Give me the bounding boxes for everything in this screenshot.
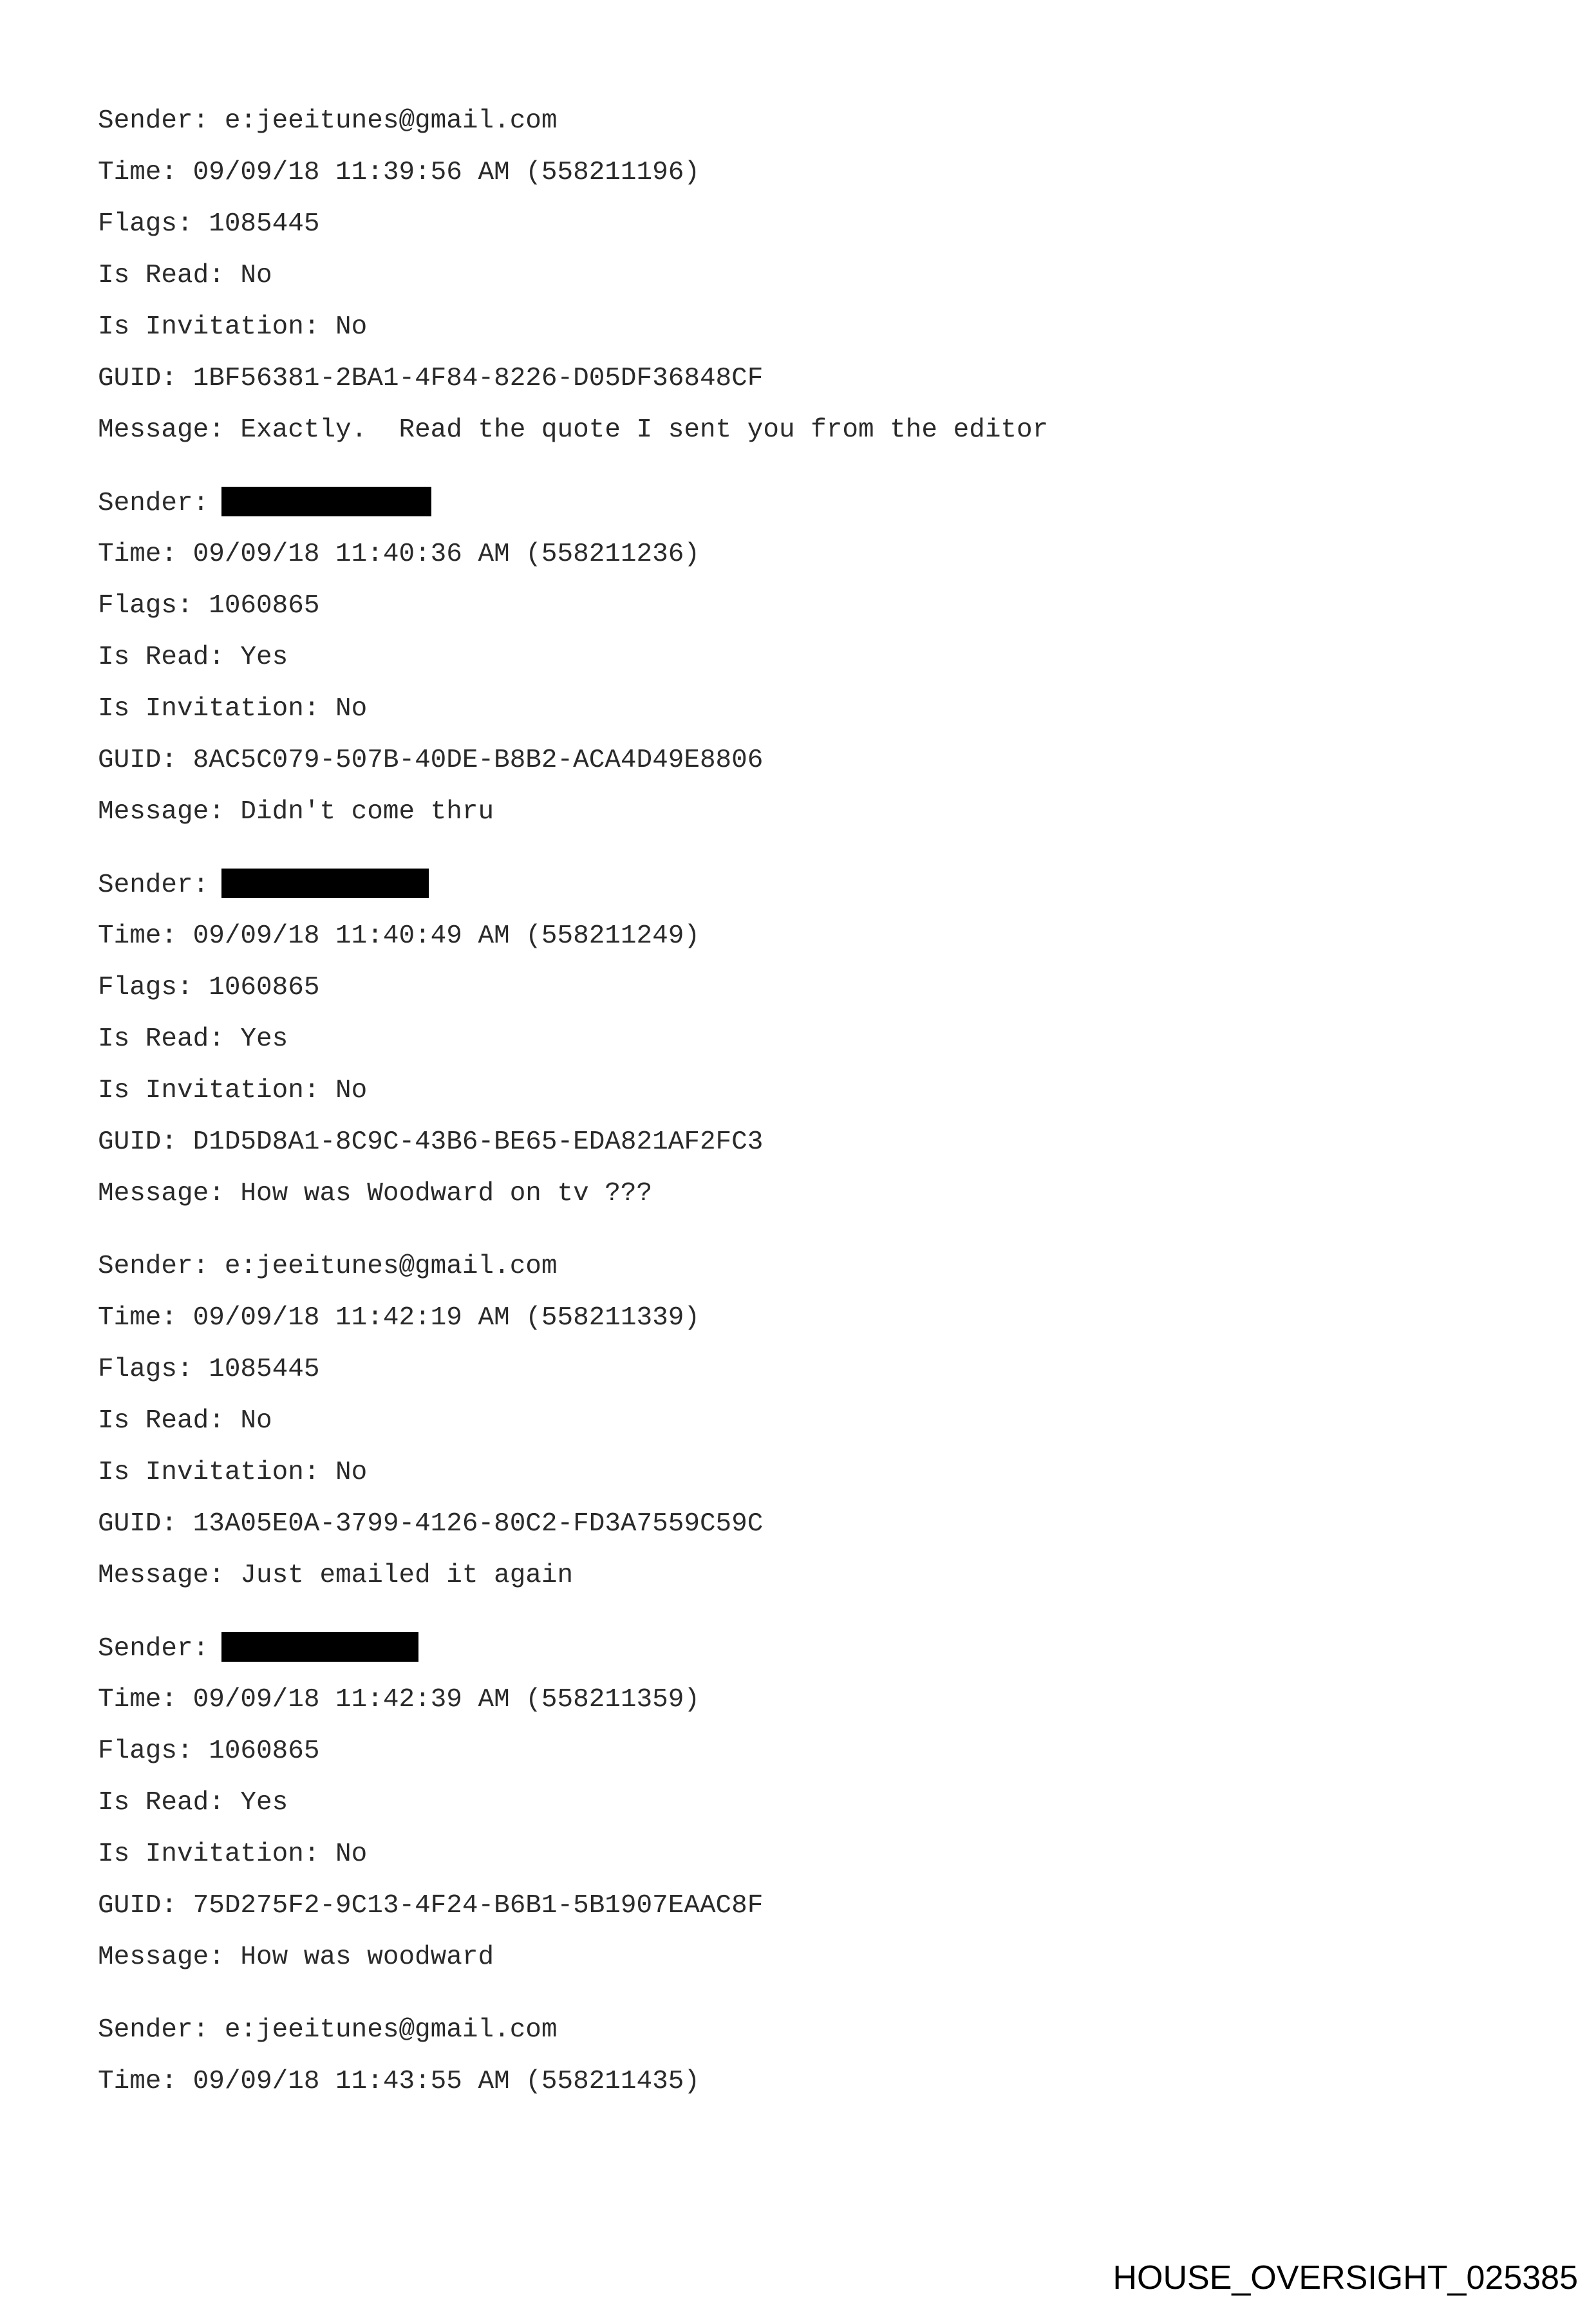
- redaction-bar: [221, 869, 429, 898]
- sender-label: Sender:: [98, 1634, 209, 1664]
- is-invitation-line: Is Invitation: No: [98, 312, 368, 342]
- is-invitation-line: Is Invitation: No: [98, 1839, 368, 1869]
- sender-line: Sender: e:jeeitunes@gmail.com: [98, 1252, 558, 1281]
- is-invitation-line: Is Invitation: No: [98, 1458, 368, 1487]
- time-line: Time: 09/09/18 11:39:56 AM (558211196): [98, 158, 700, 187]
- sender-line-redacted: [98, 487, 431, 520]
- bates-number: HOUSE_OVERSIGHT_025385: [1113, 2259, 1578, 2297]
- flags-line: Flags: 1085445: [98, 209, 320, 239]
- message-line: Message: Just emailed it again: [98, 1561, 574, 1590]
- message-line: Message: How was woodward: [98, 1942, 494, 1972]
- flags-line: Flags: 1060865: [98, 1736, 320, 1766]
- is-read-line: Is Read: No: [98, 1406, 272, 1436]
- message-line: Message: Didn't come thru: [98, 797, 494, 827]
- is-invitation-line: Is Invitation: No: [98, 1076, 368, 1105]
- guid-line: GUID: 13A05E0A-3799-4126-80C2-FD3A7559C59C: [98, 1509, 764, 1539]
- is-read-line: Is Read: Yes: [98, 643, 288, 672]
- sender-label: Sender:: [98, 489, 209, 518]
- message-line: Message: Exactly. Read the quote I sent you from the editor: [98, 415, 1049, 445]
- sender-line-redacted: [98, 869, 429, 901]
- redaction-bar: [221, 1632, 418, 1662]
- time-line: Time: 09/09/18 11:40:49 AM (558211249): [98, 921, 700, 951]
- guid-line: GUID: 75D275F2-9C13-4F24-B6B1-5B1907EAAC8F: [98, 1891, 764, 1921]
- time-line: Time: 09/09/18 11:42:19 AM (558211339): [98, 1303, 700, 1333]
- message-line: Message: How was Woodward on tv ???: [98, 1179, 653, 1208]
- flags-line: Flags: 1085445: [98, 1355, 320, 1384]
- time-line: Time: 09/09/18 11:43:55 AM (558211435): [98, 2067, 700, 2096]
- sender-label: Sender:: [98, 870, 209, 900]
- sender-line: Sender: e:jeeitunes@gmail.com: [98, 106, 558, 136]
- guid-line: GUID: D1D5D8A1-8C9C-43B6-BE65-EDA821AF2FC3: [98, 1127, 764, 1157]
- time-line: Time: 09/09/18 11:42:39 AM (558211359): [98, 1685, 700, 1715]
- flags-line: Flags: 1060865: [98, 591, 320, 621]
- redaction-bar: [221, 487, 431, 516]
- sender-line: Sender: e:jeeitunes@gmail.com: [98, 2015, 558, 2045]
- time-line: Time: 09/09/18 11:40:36 AM (558211236): [98, 540, 700, 569]
- flags-line: Flags: 1060865: [98, 973, 320, 1002]
- is-read-line: Is Read: No: [98, 261, 272, 290]
- is-read-line: Is Read: Yes: [98, 1788, 288, 1818]
- guid-line: GUID: 1BF56381-2BA1-4F84-8226-D05DF36848CF: [98, 364, 764, 393]
- is-invitation-line: Is Invitation: No: [98, 694, 368, 724]
- guid-line: GUID: 8AC5C079-507B-40DE-B8B2-ACA4D49E8806: [98, 746, 764, 775]
- is-read-line: Is Read: Yes: [98, 1024, 288, 1054]
- sender-line-redacted: [98, 1632, 418, 1665]
